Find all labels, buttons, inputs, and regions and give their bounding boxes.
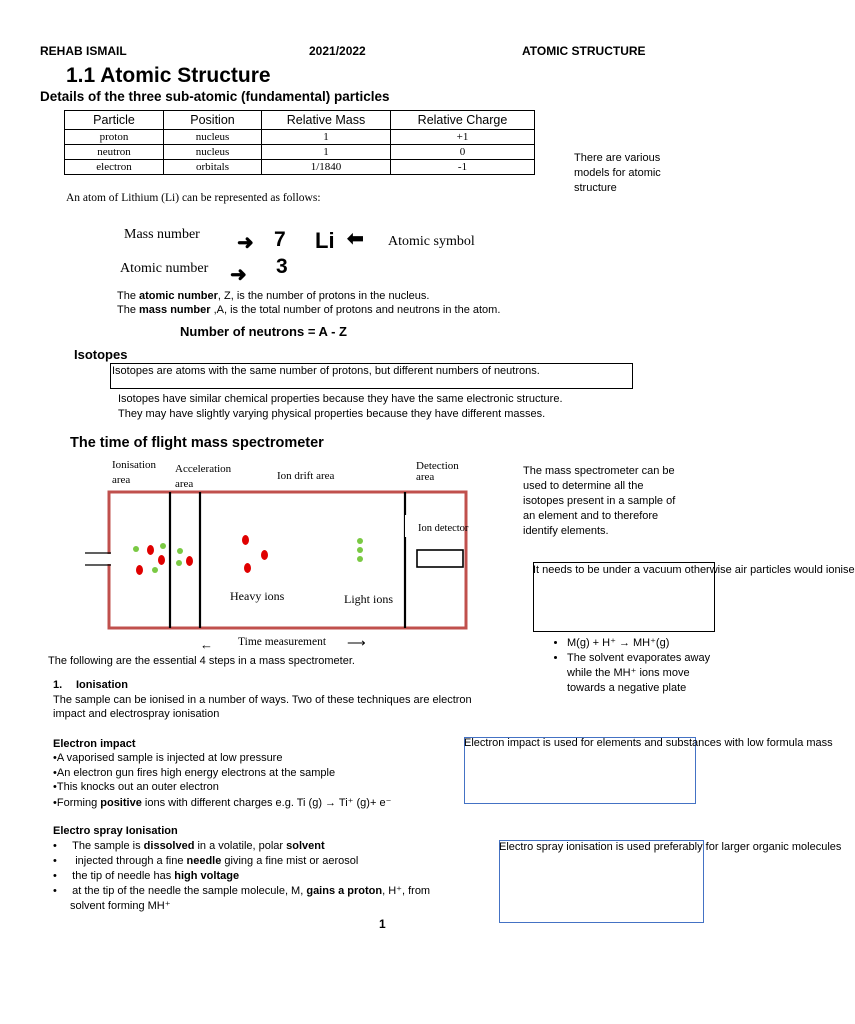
heavy-ion — [158, 555, 165, 565]
page-number: 1 — [379, 917, 386, 931]
atomic-number-label: Atomic number — [120, 261, 209, 276]
side-note-mass-spectrometer: The mass spectrometer can be used to determine all the isotopes present in a sample of an element and to therefore identify elements. — [523, 465, 676, 537]
header-topic: ATOMIC STRUCTURE — [522, 44, 646, 58]
table-cell: 1/1840 — [262, 160, 391, 175]
ionisation-area-label: Ionisation area — [112, 459, 156, 486]
heavy-ion — [242, 535, 249, 545]
table-cell: -1 — [391, 160, 535, 175]
header-year: 2021/2022 — [309, 44, 366, 58]
isotopes-definition: Isotopes are atoms with the same number of protons, but different numbers of neutrons. — [112, 365, 540, 377]
electron-impact-note: Electron impact is used for elements and substances with low formula mass — [464, 737, 833, 749]
electron-impact-heading: Electron impact — [53, 738, 136, 750]
table-cell: orbitals — [164, 160, 262, 175]
ion-detector-box — [417, 550, 463, 567]
table-header-cell: Relative Mass — [262, 111, 391, 130]
table-cell: electron — [65, 160, 164, 175]
electron-impact-line: •This knocks out an outer electron — [53, 781, 219, 793]
light-ion — [357, 538, 363, 544]
element-symbol: Li — [315, 228, 335, 253]
light-ion — [152, 567, 158, 573]
atomic-number-value: 3 — [276, 255, 288, 278]
tof-diagram — [85, 485, 470, 635]
light-ion — [133, 546, 139, 552]
heavy-ion — [186, 556, 193, 566]
isotopes-line-1: Isotopes have similar chemical properties because they have the same electronic structure. — [118, 393, 563, 405]
subtitle: Details of the three sub-atomic (fundamental) particles — [40, 89, 390, 104]
acceleration-area-label: Acceleration area — [175, 463, 232, 490]
atomic-number-definition: The atomic number, Z, is the number of protons in the nucleus. — [117, 290, 430, 302]
inlet-gap — [103, 554, 113, 564]
list-item: • The sample is dissolved in a volatile, polar solvent — [53, 840, 325, 852]
ionisation-line-2: impact and electrospray ionisation — [53, 708, 220, 720]
table-cell: 1 — [262, 130, 391, 145]
heavy-ion — [261, 550, 268, 560]
list-item: • at the tip of the needle the sample molecule, M, gains a proton, H⁺, from — [53, 885, 431, 897]
table-header-cell: Relative Charge — [391, 111, 535, 130]
table-header-row — [65, 111, 535, 130]
light-ion — [357, 556, 363, 562]
ionisation-line-1: The sample can be ionised in a number of ways. Two of these techniques are electron — [53, 694, 472, 706]
electrospray-heading: Electro spray Ionisation — [53, 825, 178, 837]
atomic-symbol-label: Atomic symbol — [388, 234, 475, 249]
tof-heading: The time of flight mass spectrometer — [70, 435, 324, 451]
isotopes-line-2: They may have slightly varying physical properties because they have different masses. — [118, 408, 546, 420]
table-cell: 1 — [262, 145, 391, 160]
table-cell: nucleus — [164, 145, 262, 160]
lithium-intro: An atom of Lithium (Li) can be represented as follows: — [66, 192, 321, 204]
list-item: • The solvent evaporates away while the MH⁺ ions move towards a negative plate — [567, 651, 768, 696]
electrospray-note: Electro spray ionisation is used preferably for larger organic molecules — [499, 841, 842, 853]
detection-area-label: Detection area — [416, 460, 459, 483]
isotopes-heading: Isotopes — [74, 347, 128, 362]
time-measurement-label: Time measurement — [238, 636, 327, 648]
table-header-cell: Particle — [65, 111, 164, 130]
heavy-ions-label: Heavy ions — [230, 589, 285, 603]
right-arrow-icon: ➜ — [237, 232, 254, 254]
electron-impact-line: •A vaporised sample is injected at low pressure — [53, 752, 283, 764]
electron-impact-line: •An electron gun fires high energy electrons at the sample — [53, 767, 336, 779]
list-item-continuation: solvent forming MH⁺ — [70, 900, 171, 912]
electrospray-list — [53, 839, 473, 914]
page-title: 1.1 Atomic Structure — [66, 64, 271, 87]
side-note-models: There are various models for atomic structure — [574, 152, 661, 194]
table-row — [65, 160, 535, 175]
heavy-ion — [136, 565, 143, 575]
table-row — [65, 130, 535, 145]
isotopes-definition-box — [110, 363, 633, 389]
heavy-ion — [244, 563, 251, 573]
ionisation-number: 1. — [53, 679, 63, 691]
detector-plate-gap — [405, 515, 417, 537]
table-cell: nucleus — [164, 130, 262, 145]
neutrons-formula: Number of neutrons = A - Z — [180, 324, 347, 339]
time-right-arrow-icon: ⟶ — [347, 635, 366, 650]
table-cell: 0 — [391, 145, 535, 160]
time-left-arrow-icon: ← — [200, 637, 213, 652]
vacuum-note: It needs to be under a vacuum otherwise air particles would ionise — [533, 564, 855, 576]
ionisation-heading: Ionisation — [76, 679, 128, 691]
esi-bullet-list — [552, 636, 768, 696]
particle-table — [64, 110, 535, 175]
ion-detector-label: Ion detector — [418, 523, 469, 534]
steps-intro: The following are the essential 4 steps in a mass spectrometer. — [48, 655, 355, 667]
table-header-cell: Position — [164, 111, 262, 130]
light-ion — [357, 547, 363, 553]
light-ion — [160, 543, 166, 549]
right-arrow-icon: ➜ — [230, 264, 247, 286]
drift-area-label: Ion drift area — [277, 470, 335, 482]
table-cell: +1 — [391, 130, 535, 145]
list-item: • the tip of needle has high voltage — [53, 870, 240, 882]
left-arrow-icon: ⬅ — [347, 228, 364, 250]
table-cell: proton — [65, 130, 164, 145]
light-ion — [177, 548, 183, 554]
heavy-ion — [147, 545, 154, 555]
table-cell: neutron — [65, 145, 164, 160]
list-item: • M(g) + H⁺ → MH⁺(g) — [567, 636, 768, 651]
mass-number-label: Mass number — [124, 227, 200, 242]
electron-impact-line: •Forming positive ions with different charges e.g. Ti (g) → Ti⁺ (g)+ e⁻ — [53, 797, 392, 809]
mass-number-definition: The mass number ,A, is the total number of protons and neutrons in the atom. — [117, 304, 501, 316]
list-item: • injected through a fine needle giving a fine mist or aerosol — [53, 855, 359, 867]
header-author: REHAB ISMAIL — [40, 44, 127, 58]
table-row — [65, 145, 535, 160]
mass-number-value: 7 — [274, 228, 286, 251]
light-ion — [176, 560, 182, 566]
light-ions-label: Light ions — [344, 592, 394, 606]
